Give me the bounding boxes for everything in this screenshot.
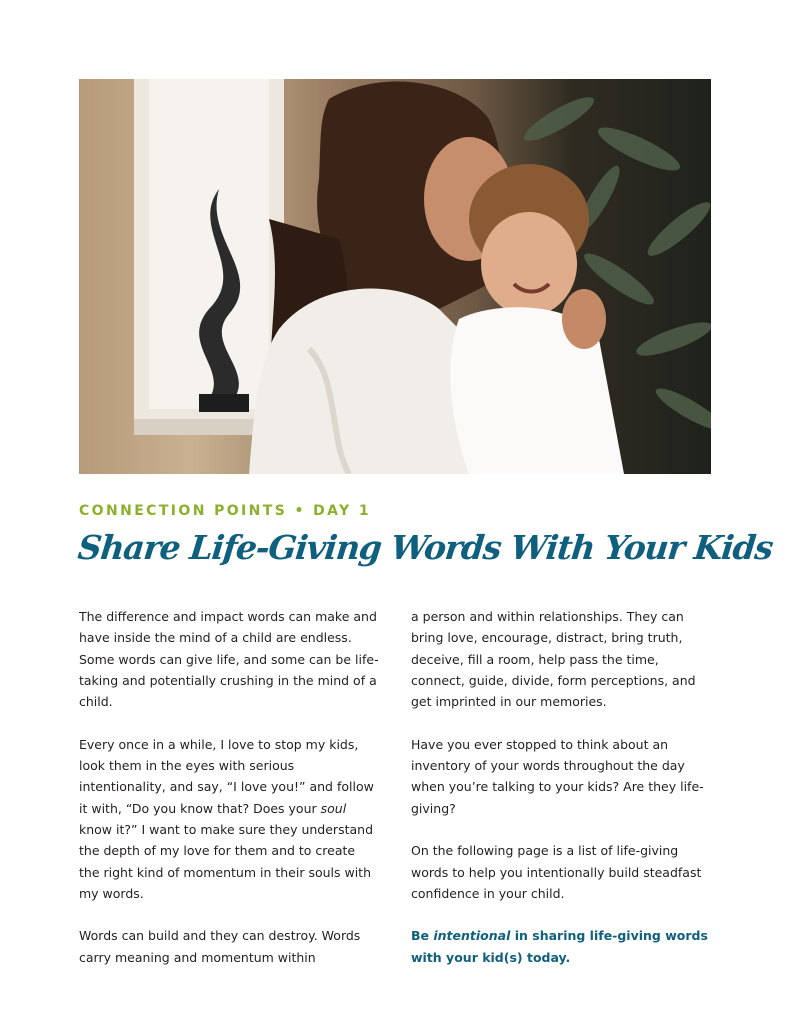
hero-photo [79,79,711,474]
call-to-action: Be intentional in sharing life-giving words with your kid(s) today. [411,928,708,965]
body-paragraph: The difference and impact words can make and have inside the mind of a child are endless. Some words can give life, and some can be life-taking and potentially crushing in the mind of a child. [79,609,379,710]
emphasis-text: intentional [433,928,511,944]
right-column [411,606,711,989]
mother-hugging-child-icon [79,79,711,474]
left-column [79,606,379,989]
body-paragraph: a person and within relationships. They can bring love, encourage, distract, bring truth, deceive, fill a room, help pass the time, connect, guide, divide, form perceptions, and get imprinted in our memories. [411,609,696,710]
body-paragraph: Have you ever stopped to think about an inventory of your words throughout the day when you’re talking to your kids? Are they life-giving? [411,736,704,816]
body-paragraph: Words can build and they can destroy. Words carry meaning and momentum within [79,928,361,965]
section-eyebrow: CONNECTION POINTS • DAY 1 [79,503,371,519]
body-paragraph: Every once in a while, I love to stop my kids, look them in the eyes with serious intentionality, and say, “I love you!” and follow it with, “Do you know that? Does your soul know it?” I want to make sure they understand the depth of my love for them and to create the right kind of momentum in their souls with my words. [79,736,374,901]
emphasis-text: soul [320,800,347,816]
body-paragraph: On the following page is a list of life-giving words to help you intentionally build steadfast confidence in your child. [411,843,702,901]
page-title: Share Life-Giving Words With Your Kids [76,528,775,567]
